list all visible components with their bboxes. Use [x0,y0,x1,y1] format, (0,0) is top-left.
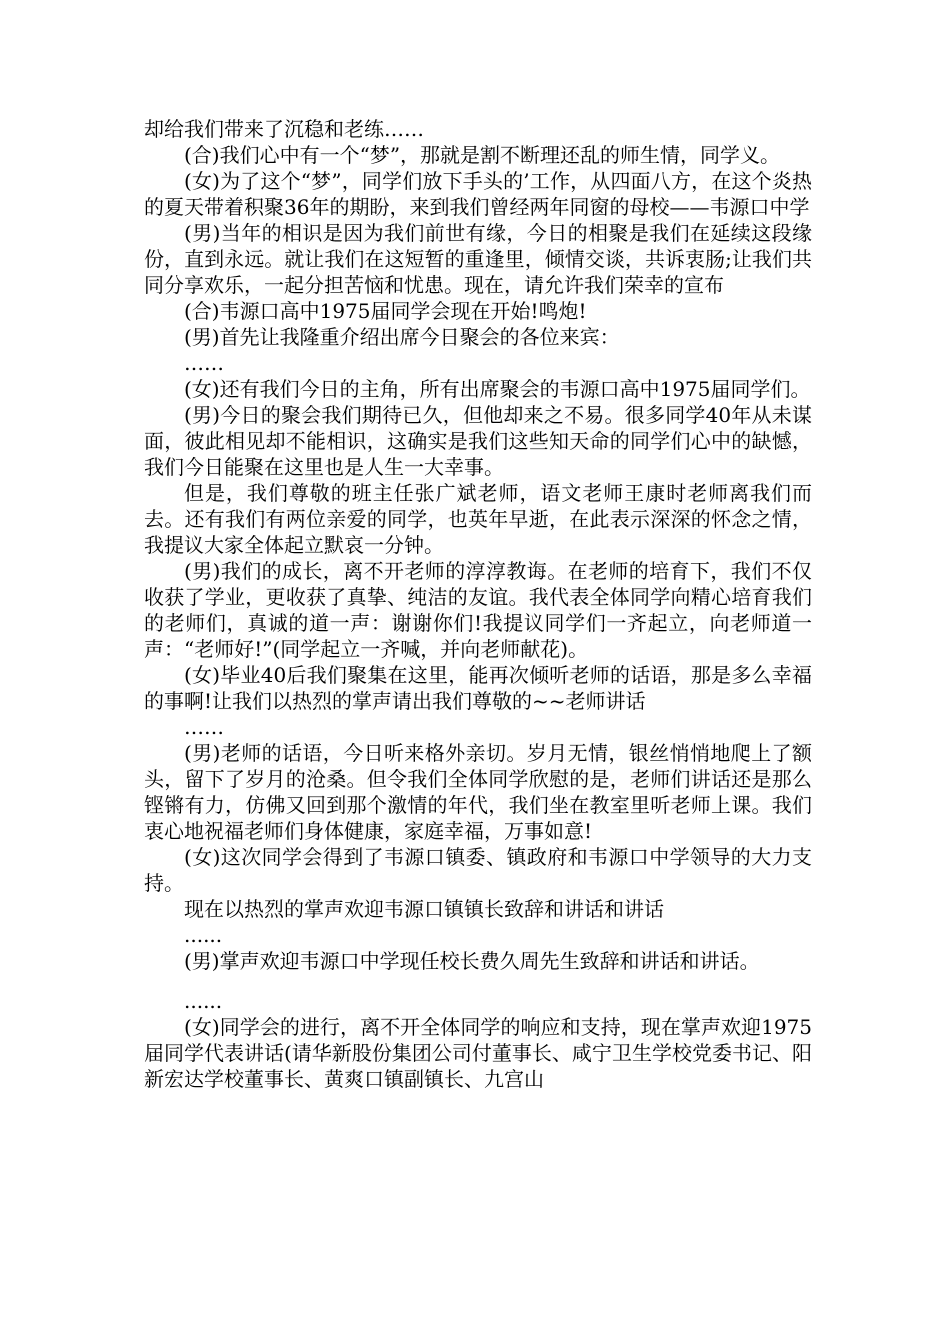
paragraph: 现在以热烈的掌声欢迎韦源口镇镇长致辞和讲话和讲话 [184,897,664,921]
paragraph: (女)这次同学会得到了韦源口镇委、镇政府和韦源口中学领导的大力支持。 [144,845,812,895]
paragraph: (女)毕业40后我们聚集在这里，能再次倾听老师的话语，那是多么幸福的事啊!让我们以热烈的掌声请出我们尊敬的~~老师讲话 [144,663,812,713]
paragraph: (合)我们心中有一个“梦”，那就是割不断理还乱的师生情，同学义。 [184,143,781,167]
document-body [144,116,812,1092]
ellipsis-line: ...... [184,923,223,947]
paragraph: (男)掌声欢迎韦源口中学现任校长费久周先生致辞和讲话和讲话。 [184,949,760,973]
ellipsis-line: ...... [184,989,223,1013]
paragraph: 但是，我们尊敬的班主任张广斌老师，语文老师王康时老师离我们而去。还有我们有两位亲爱的同学，也英年早逝，在此表示深深的怀念之情，我提议大家全体起立默哀一分钟。 [144,481,812,557]
paragraph: (合)韦源口高中1975届同学会现在开始!鸣炮! [184,299,587,323]
paragraph: (女)为了这个“梦”，同学们放下手头的’工作，从四面八方，在这个炎热的夏天带着积聚36年的期盼，来到我们曾经两年同窗的母校——韦源口中学 [144,169,812,219]
paragraph: (女)同学会的进行，离不开全体同学的响应和支持，现在掌声欢迎1975届同学代表讲话(请华新股份集团公司付董事长、咸宁卫生学校党委书记、阳新宏达学校董事长、黄爽口镇副镇长、九宫山 [144,1015,812,1091]
paragraph: (男)首先让我隆重介绍出席今日聚会的各位来宾： [184,325,620,349]
paragraph: (女)还有我们今日的主角，所有出席聚会的韦源口高中1975届同学们。 [184,377,811,401]
paragraph: 却给我们带来了沉稳和老练…… [144,117,424,141]
paragraph: (男)当年的相识是因为我们前世有缘，今日的相聚是我们在延续这段缘份，直到永远。就让我们在这短暂的重逢里，倾情交谈，共诉衷肠;让我们共同分享欢乐，一起分担苦恼和忧患。现在，请允许我们荣幸的宣布 [144,221,812,297]
ellipsis-line: …… [184,351,224,375]
paragraph: (男)我们的成长，离不开老师的淳淳教诲。在老师的培育下，我们不仅收获了学业，更收获了真挚、纯洁的友谊。我代表全体同学向精心培育我们的老师们，真诚的道一声：谢谢你们!我提议同学们一齐起立，向老师道一声：“老师好!”(同学起立一齐喊，并向老师献花)。 [144,559,812,661]
ellipsis-line: …… [184,715,224,739]
paragraph: (男)老师的话语，今日听来格外亲切。岁月无情，银丝悄悄地爬上了额头，留下了岁月的沧桑。但令我们全体同学欣慰的是，老师们讲话还是那么铿锵有力，仿佛又回到那个激情的年代，我们坐在教室里听老师上课。我们衷心地祝福老师们身体健康，家庭幸福，万事如意! [144,741,812,843]
paragraph: (男)今日的聚会我们期待已久，但他却来之不易。很多同学40年从未谋面，彼此相见却不能相识，这确实是我们这些知天命的同学们心中的缺憾，我们今日能聚在这里也是人生一大幸事。 [144,403,812,479]
